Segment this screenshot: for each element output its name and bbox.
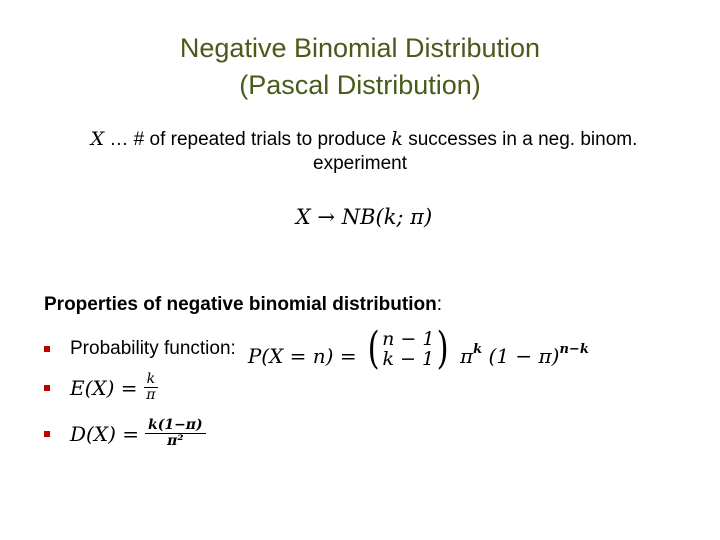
variance-fraction bbox=[145, 418, 206, 449]
expectation-numerator: k bbox=[144, 372, 158, 388]
distribution-notation bbox=[0, 205, 720, 229]
definition-text-a: … # of repeated trials to produce bbox=[104, 129, 392, 150]
notation-x: X bbox=[295, 205, 311, 229]
notation-arrow: → bbox=[310, 205, 342, 229]
right-paren-icon: ) bbox=[437, 323, 450, 374]
probability-lhs: P(X = n) = bbox=[247, 344, 357, 368]
definition-text bbox=[0, 127, 720, 176]
bullet-icon bbox=[44, 346, 50, 352]
property-expectation bbox=[44, 372, 158, 403]
bullet-icon bbox=[44, 431, 50, 437]
left-paren-icon: ( bbox=[367, 323, 380, 374]
variance-lhs: D(X) = bbox=[70, 421, 139, 446]
bullet-icon bbox=[44, 385, 50, 391]
definition-line-1 bbox=[0, 127, 720, 152]
definition-k: k bbox=[391, 128, 403, 150]
property-variance bbox=[44, 418, 206, 449]
notation-args: (k; π) bbox=[375, 205, 433, 229]
slide-title bbox=[0, 30, 720, 104]
expectation-fraction bbox=[144, 372, 158, 403]
pi-symbol: π bbox=[460, 344, 474, 368]
properties-heading-text: Properties of negative binomial distribution bbox=[44, 294, 437, 315]
variance-denominator: π² bbox=[167, 433, 184, 449]
binom-bottom: k − 1 bbox=[382, 348, 435, 370]
variance-formula bbox=[70, 418, 206, 449]
pi-exponent: k bbox=[473, 342, 483, 357]
binomial-coefficient bbox=[365, 323, 452, 374]
expectation-lhs: E(X) = bbox=[70, 375, 138, 400]
definition-line-2: experiment bbox=[313, 153, 407, 174]
probability-label: Probability function: bbox=[70, 338, 236, 359]
probability-formula bbox=[247, 323, 589, 374]
complement-exponent: n−k bbox=[559, 342, 589, 357]
definition-text-b: successes in a neg. binom. bbox=[402, 129, 638, 150]
property-probability-function bbox=[44, 323, 589, 374]
title-line-1: Negative Binomial Distribution bbox=[179, 33, 541, 63]
complement-factor: (1 − π) bbox=[488, 344, 560, 368]
variance-numerator: k(1−π) bbox=[145, 418, 206, 434]
expectation-denominator: π bbox=[146, 387, 156, 403]
properties-heading-colon: : bbox=[436, 294, 442, 315]
binom-top: n − 1 bbox=[382, 328, 435, 350]
properties-heading bbox=[44, 294, 442, 316]
expectation-formula bbox=[70, 372, 158, 403]
title-line-2: (Pascal Distribution) bbox=[239, 70, 481, 100]
definition-variable: X bbox=[90, 128, 105, 150]
notation-nb: NB bbox=[341, 205, 376, 229]
